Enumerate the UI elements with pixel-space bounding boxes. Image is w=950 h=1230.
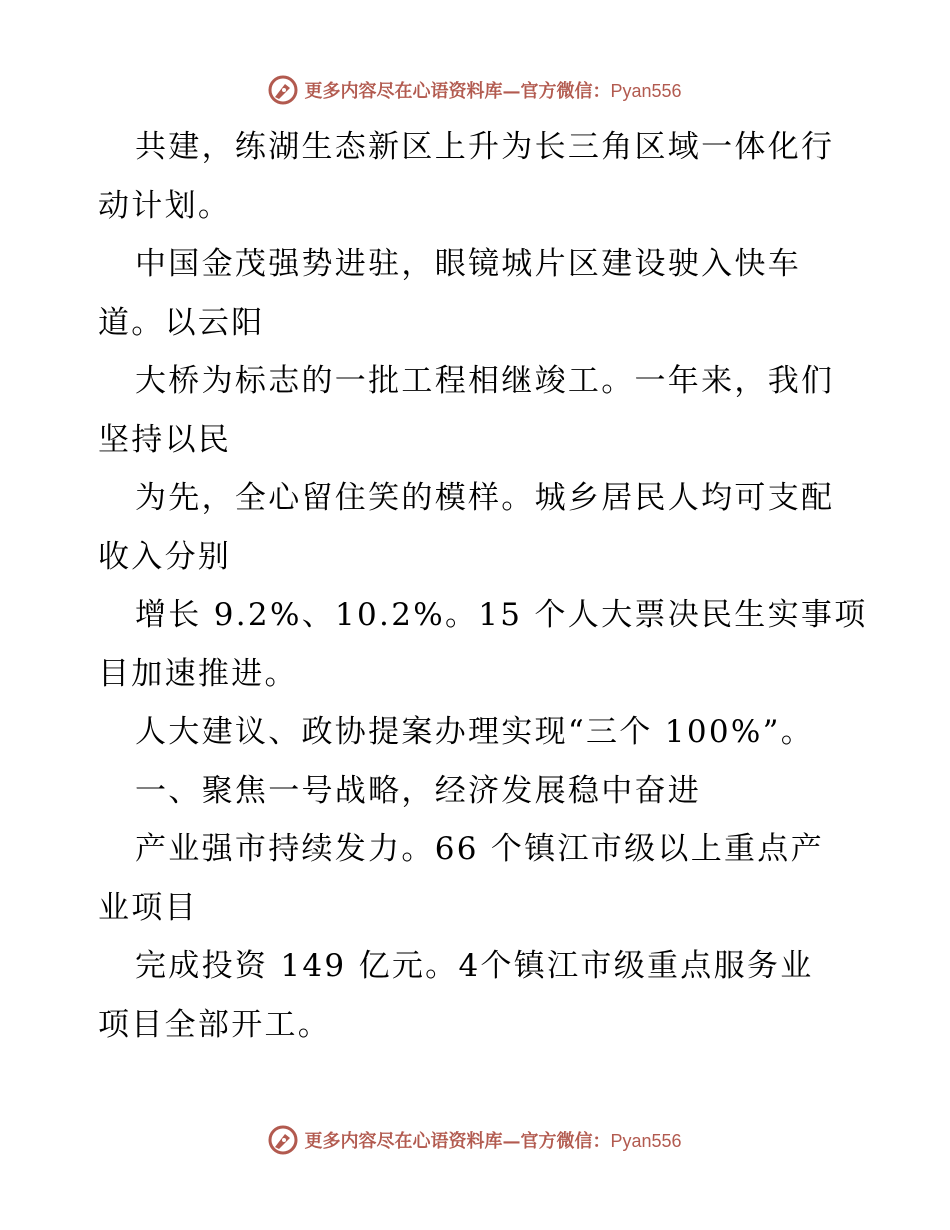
footer-watermark xyxy=(0,1120,950,1160)
paragraph-line: 中国金茂强势进驻，眼镜城片区建设驶入快车 xyxy=(135,246,801,282)
section-heading: 一、聚焦一号战略，经济发展稳中奋进 xyxy=(135,772,702,809)
watermark-separator: — xyxy=(502,81,521,102)
paragraph-line: 大桥为标志的一批工程相继竣工。一年来，我们 xyxy=(135,363,835,399)
watermark-label: 官方微信： xyxy=(520,1131,611,1152)
fountain-pen-nib-logo xyxy=(268,75,298,105)
paragraph-line: 人大建议、政协提案办理实现“三个 100%”。 xyxy=(135,714,815,750)
paragraph-line: 项目全部开工。 xyxy=(98,1006,332,1043)
paragraph-line: 动计划。 xyxy=(98,187,232,224)
paragraph-line: 目加速推进。 xyxy=(98,655,298,692)
watermark-text xyxy=(304,77,681,103)
paragraph-line: 完成投资 149 亿元。4个镇江市级重点服务业 xyxy=(135,948,814,984)
watermark-brand: 更多内容尽在心语资料库 xyxy=(304,1131,503,1152)
watermark-account: Pyan556 xyxy=(610,1131,682,1151)
paragraph-line: 收入分别 xyxy=(98,538,232,575)
header-watermark xyxy=(0,70,950,110)
paragraph-line: 为先，全心留住笑的模样。城乡居民人均可支配 xyxy=(135,480,835,516)
paragraph-line: 产业强市持续发力。66 个镇江市级以上重点产 xyxy=(135,831,824,867)
document-body xyxy=(98,118,868,1054)
fountain-pen-nib-logo xyxy=(268,1125,298,1155)
watermark-brand: 更多内容尽在心语资料库 xyxy=(304,81,503,102)
paragraph-line: 道。以云阳 xyxy=(98,304,265,341)
paragraph-line: 业项目 xyxy=(98,889,198,926)
watermark-text xyxy=(304,1127,681,1153)
watermark-separator: — xyxy=(502,1131,521,1152)
paragraph-line: 共建，练湖生态新区上升为长三角区域一体化行 xyxy=(135,129,835,165)
paragraph-line: 坚持以民 xyxy=(98,421,232,458)
watermark-account: Pyan556 xyxy=(610,81,682,101)
watermark-label: 官方微信： xyxy=(520,81,611,102)
paragraph-line: 增长 9.2%、10.2%。15 个人大票决民生实事项 xyxy=(135,597,868,633)
